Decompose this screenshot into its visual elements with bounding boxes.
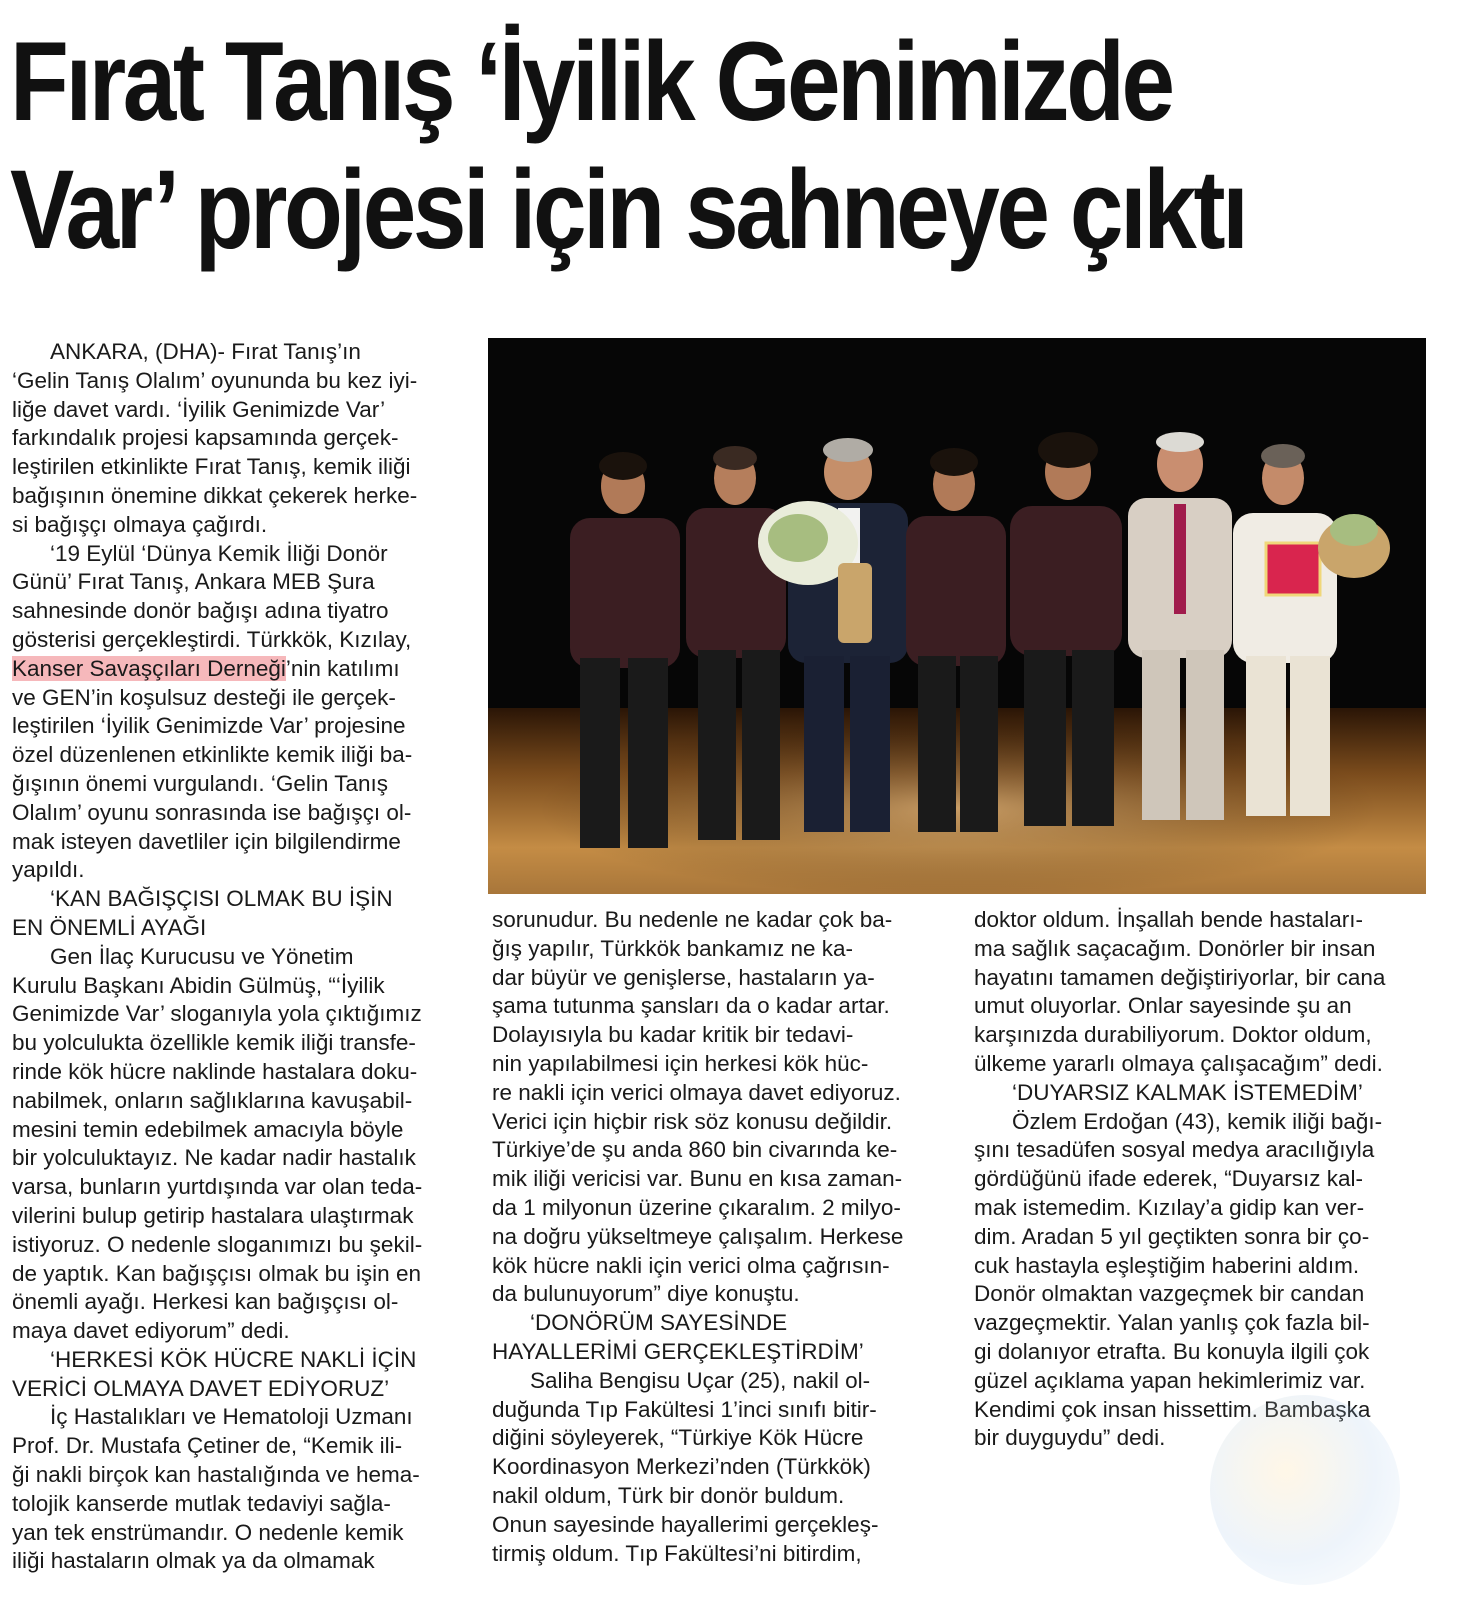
article-line: ği nakli birçok kan hastalığında ve hema- (12, 1462, 420, 1488)
article-line: tolojik kanserde mutlak tedaviyi sağla- (12, 1490, 391, 1516)
article-line: ‘KAN BAĞIŞÇISI OLMAK BU İŞİN (50, 886, 393, 912)
article-line: HAYALLERİMİ GERÇEKLEŞTİRDİM’ (492, 1338, 864, 1364)
article-line: cuk hastayla eşleştiğim haberini aldım. (974, 1252, 1360, 1278)
article-line: ‘DUYARSIZ KALMAK İSTEMEDİM’ (1012, 1079, 1363, 1105)
article-line: Kendimi çok insan hissettim. Bambaşka (974, 1396, 1371, 1422)
article-line: gördüğünü ifade ederek, “Duyarsız kal- (974, 1166, 1363, 1192)
article-line: karşınızda durabiliyorum. Doktor oldum, (974, 1022, 1372, 1048)
headline-line-2: Var’ projesi için sahneye çıktı (10, 147, 1246, 272)
headline-line-1: Fırat Tanış ‘İyilik Genimizde (10, 19, 1172, 144)
article-line: leştirilen ‘İyilik Genimizde Var’ projesine (12, 713, 406, 739)
article-line: leştirilen etkinlikte Fırat Tanış, kemik iliği (12, 454, 411, 480)
article-line: doktor oldum. İnşallah bende hastaları- (974, 907, 1363, 932)
article-line: varsa, bunların yurtdışında var olan teda- (12, 1174, 423, 1200)
article-line: umut oluyorlar. Onlar sayesinde şu an (974, 993, 1352, 1019)
stage-photo (488, 338, 1426, 894)
article-line: Prof. Dr. Mustafa Çetiner de, “Kemik ili- (12, 1433, 403, 1459)
article-line: tirmiş oldum. Tıp Fakültesi’ni bitirdim, (492, 1540, 862, 1566)
article-line: mak istemedim. Kızılay’a gidip kan ver- (974, 1194, 1365, 1220)
article-line: vazgeçmektir. Yalan yanlış çok fazla bil- (974, 1310, 1370, 1336)
article-line: İç Hastalıkları ve Hematoloji Uzmanı (50, 1404, 413, 1430)
article-line: bir yolculuktayız. Ne kadar nadir hastalık (12, 1145, 416, 1171)
article-line: bir duyguydu” dedi. (974, 1425, 1166, 1451)
article-line: da 1 milyonun üzerine çıkaralım. 2 milyo- (492, 1194, 901, 1220)
article-line: yan tek enstrümandır. O nedenle kemik (12, 1519, 404, 1545)
article-line: dim. Aradan 5 yıl geçtikten sonra bir ço- (974, 1223, 1370, 1249)
article-line: gi dolanıyor etrafta. Bu konuyla ilgili çok (974, 1338, 1370, 1364)
article-line: iliği hastaların olmak ya da olmamak (12, 1548, 375, 1574)
stage-photo-illustration (488, 338, 1426, 894)
article-line: Onun sayesinde hayallerimi gerçekleş- (492, 1511, 879, 1537)
article-line: rinde kök hücre naklinde hastalara doku- (12, 1058, 418, 1084)
watermark-logo (1210, 1395, 1400, 1585)
article-line: nin yapılabilmesi için herkesi kök hüc- (492, 1050, 869, 1076)
article-line: liğe davet vardı. ‘İyilik Genimizde Var’ (12, 396, 386, 422)
article-line: Kurulu Başkanı Abidin Gülmüş, “‘İyilik (12, 972, 385, 998)
article-line: maya davet ediyorum” dedi. (12, 1318, 290, 1344)
article-line (12, 655, 472, 684)
article-line: önemli ayağı. Herkesi kan bağışçısı ol- (12, 1289, 399, 1315)
article-line: ülkeme yararlı olmaya çalışacağım” dedi. (974, 1050, 1383, 1076)
article-line: ğış yapılır, Türkkök bankamız ne ka- (492, 935, 853, 961)
article-line: Türkiye’de şu anda 860 bin civarında ke- (492, 1137, 898, 1163)
article-line: Koordinasyon Merkezi’nden (Türkkök) (492, 1454, 871, 1480)
article-line: duğunda Tıp Fakültesi 1’inci sınıfı bitir- (492, 1396, 877, 1422)
article-column-2 (492, 906, 952, 1568)
article-line: Özlem Erdoğan (43), kemik iliği bağı- (1012, 1108, 1383, 1134)
article-line: ğışının önemi vurgulandı. ‘Gelin Tanış (12, 770, 389, 796)
article-column-1 (12, 338, 472, 1576)
article-line: istiyoruz. O nedenle sloganımızı bu şekil- (12, 1231, 423, 1257)
article-line: dar büyür ve genişlerse, hastaların ya- (492, 964, 875, 990)
article-line: mik iliği vericisi var. Bunu en kısa zaman- (492, 1166, 903, 1192)
article-line: EN ÖNEMLİ AYAĞI (12, 914, 207, 940)
article-line: ‘19 Eylül ‘Dünya Kemik İliği Donör (50, 540, 388, 566)
article-line: ‘DONÖRÜM SAYESİNDE (530, 1310, 788, 1336)
article-line: Verici için hiçbir risk söz konusu değildir. (492, 1108, 893, 1134)
article-line: VERİCİ OLMAYA DAVET EDİYORUZ’ (12, 1375, 390, 1401)
article-line: bu yolculukta özellikle kemik iliği transfe- (12, 1030, 416, 1056)
article-line: ma sağlık saçacağım. Donörler bir insan (974, 935, 1376, 961)
article-line: sahnesinde donör bağışı adına tiyatro (12, 598, 389, 624)
article-line: vilerini bulup getirip hastalara ulaştırmak (12, 1202, 414, 1228)
article-line: diğini söyleyerek, “Türkiye Kök Hücre (492, 1425, 864, 1451)
article-line: Olalım’ oyunu sonrasında ise bağışçı ol- (12, 799, 412, 825)
article-line: bağışının önemine dikkat çekerek herke- (12, 482, 418, 508)
article-line: hayatını tamamen değiştiriyorlar, bir cana (974, 964, 1386, 990)
article-line: Günü’ Fırat Tanış, Ankara MEB Şura (12, 569, 375, 595)
article-line: si bağışçı olmaya çağırdı. (12, 511, 268, 537)
article-line: Dolayısıyla bu kadar kritik bir tedavi- (492, 1022, 854, 1048)
article-line: Donör olmaktan vazgeçmek bir candan (974, 1281, 1365, 1307)
article-line: gösterisi gerçekleştirdi. Türkkök, Kızılay, (12, 626, 412, 652)
article-line: güzel açıklama yapan hekimlerimiz var. (974, 1367, 1366, 1393)
article-line: şama tutunma şansları da o kadar artar. (492, 993, 890, 1019)
article-line: ‘Gelin Tanış Olalım’ oyununda bu kez iyi- (12, 367, 418, 393)
article-line: Genimizde Var’ sloganıyla yola çıktığımız (12, 1001, 422, 1027)
article-line: ve GEN’in koşulsuz desteği ile gerçek- (12, 684, 396, 710)
article-line: ‘HERKESİ KÖK HÜCRE NAKLİ İÇİN (50, 1346, 417, 1372)
article-line: mak isteyen davetliler için bilgilendirme (12, 828, 401, 854)
article-line: ANKARA, (DHA)- Fırat Tanış’ın (50, 339, 361, 364)
article-line: Gen İlaç Kurucusu ve Yönetim (50, 943, 354, 969)
article-line: nakil oldum, Türk bir donör buldum. (492, 1482, 845, 1508)
article-line: Saliha Bengisu Uçar (25), nakil ol- (530, 1367, 871, 1393)
article-line: kök hücre nakli için verici olma çağrısın- (492, 1252, 890, 1278)
article-line: özel düzenlenen etkinlikte kemik iliği ba- (12, 742, 413, 768)
article-line: re nakli için verici olmaya davet ediyoruz. (492, 1079, 901, 1105)
article-line: yapıldı. (12, 857, 85, 883)
headline (10, 18, 1248, 274)
article-line: da bulunuyorum” diye konuştu. (492, 1281, 800, 1307)
article-line: şını tesadüfen sosyal medya aracılığıyla (974, 1137, 1375, 1163)
article-line: mesini temin edebilmek amacıyla böyle (12, 1116, 404, 1142)
highlighted-text: Kanser Savaşçıları Derneği (12, 655, 286, 681)
article-line: sorunudur. Bu nedenle ne kadar çok ba- (492, 907, 893, 932)
article-line-rest: ’nin katılımı (285, 655, 400, 681)
article-line: de yaptık. Kan bağışçısı olmak bu işin en (12, 1260, 421, 1286)
article-line: na doğru yükseltmeye çalışalım. Herkese (492, 1223, 904, 1249)
article-line: farkındalık projesi kapsamında gerçek- (12, 425, 399, 451)
article-line: nabilmek, onların sağlıklarına kavuşabil- (12, 1087, 413, 1113)
article-column-3 (974, 906, 1434, 1453)
